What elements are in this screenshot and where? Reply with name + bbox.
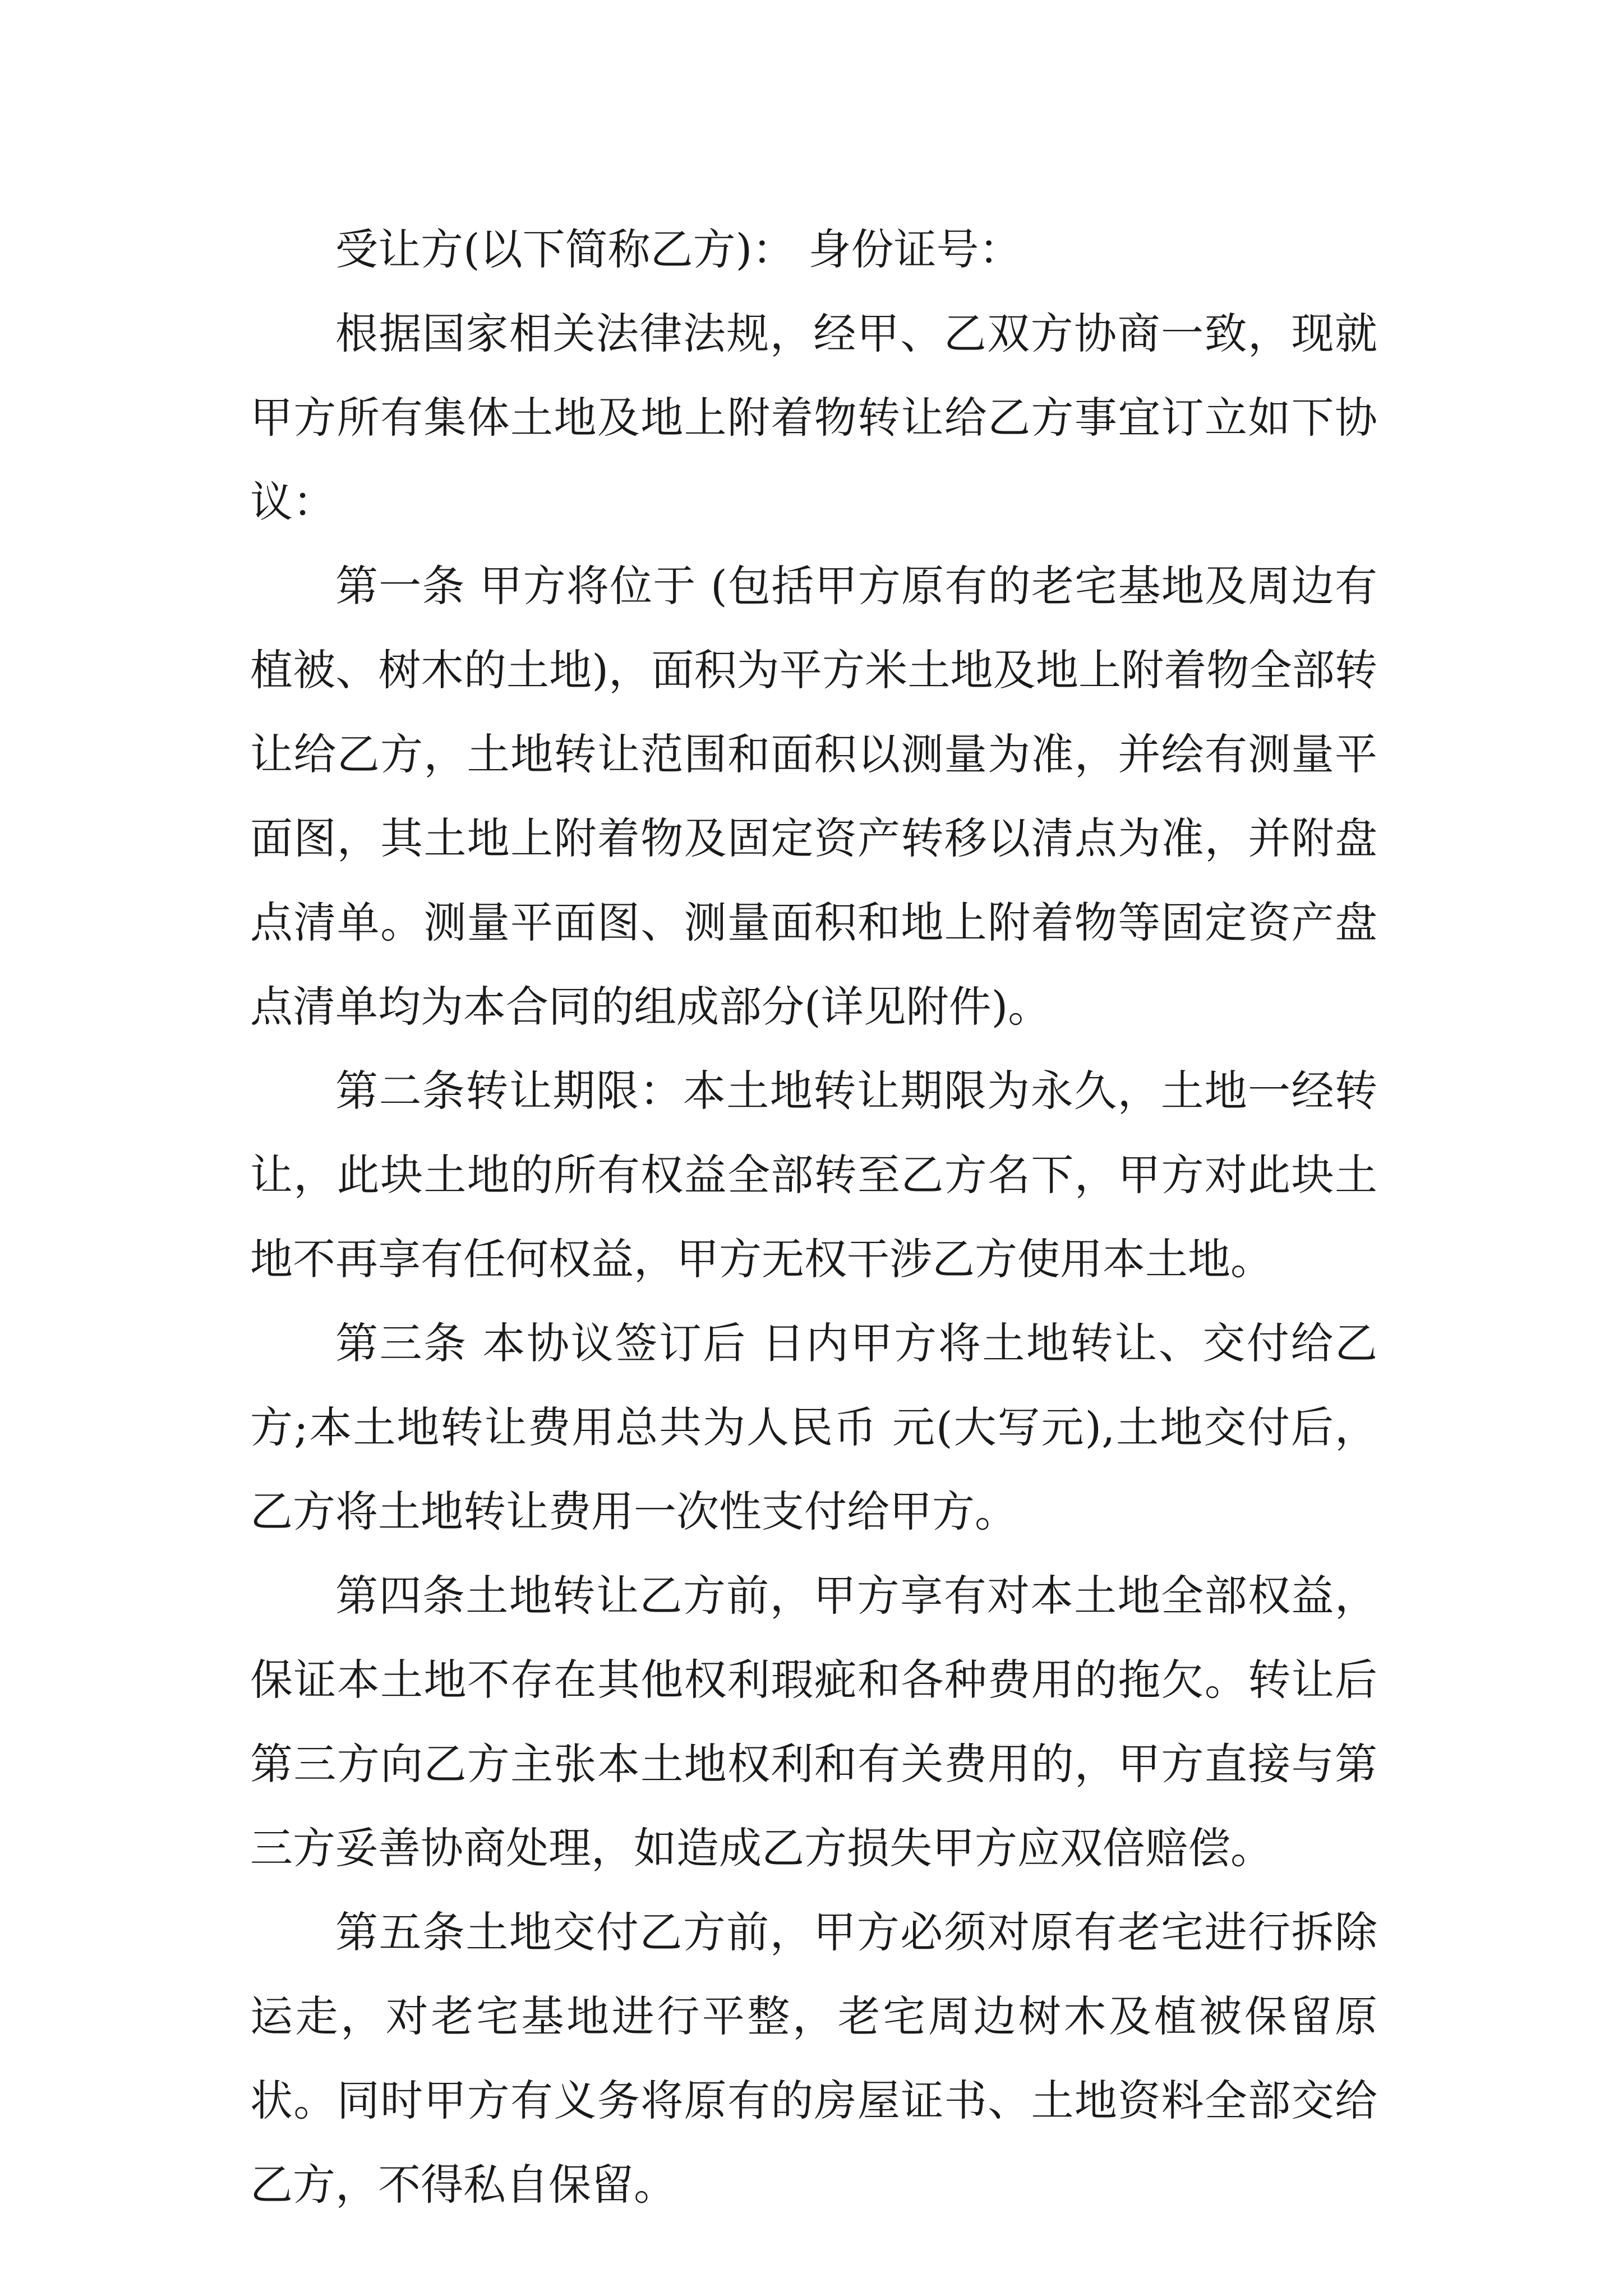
paragraph-article-2: 第二条转让期限：本土地转让期限为永久，土地一经转让，此块土地的所有权益全部转至乙方名下，甲方对此块土地不再享有任何权益，甲方无权干涉乙方使用本土地。 — [250, 1066, 1377, 1284]
paragraph-preamble: 根据国家相关法律法规，经甲、乙双方协商一致，现就甲方所有集体土地及地上附着物转让给乙方事宜订立如下协议： — [250, 309, 1377, 527]
paragraph-transferee: 受让方(以下简称乙方)： 身份证号： — [335, 224, 1022, 274]
document-body — [250, 208, 1377, 2227]
paragraph-article-5: 第五条土地交付乙方前，甲方必须对原有老宅进行拆除运走，对老宅基地进行平整，老宅周边树木及植被保留原状。同时甲方有义务将原有的房屋证书、土地资料全部交给乙方，不得私自保留。 — [250, 1907, 1377, 2210]
paragraph-article-4: 第四条土地转让乙方前，甲方享有对本土地全部权益，保证本土地不存在其他权利瑕疵和各种费用的拖欠。转让后第三方向乙方主张本土地权利和有关费用的，甲方直接与第三方妥善协商处理，如造成乙方损失甲方应双倍赔偿。 — [250, 1571, 1377, 1873]
paragraph-article-1: 第一条 甲方将位于 (包括甲方原有的老宅基地及周边有植被、树木的土地)，面积为平方米土地及地上附着物全部转让给乙方，土地转让范围和面积以测量为准，并绘有测量平面图，其土地上附着物及固定资产转移以清点为准，并附盘点清单。测量平面图、测量面积和地上附着物等固定资产盘点清单均为本合同的组成部分(详见附件)。 — [250, 561, 1377, 1032]
paragraph-article-3: 第三条 本协议签订后 日内甲方将土地转让、交付给乙方;本土地转让费用总共为人民币 元(大写元),土地交付后，乙方将土地转让费用一次性支付给甲方。 — [250, 1318, 1377, 1536]
